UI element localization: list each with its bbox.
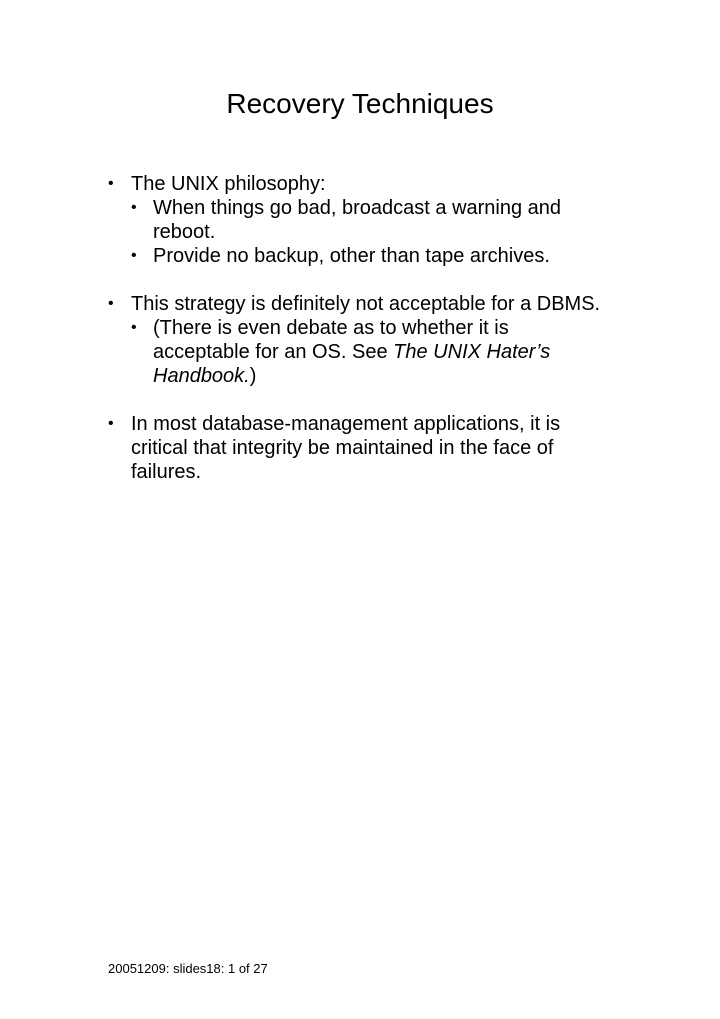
sub-list-item: • Provide no backup, other than tape archives. [131, 244, 608, 268]
bullet-list [108, 172, 608, 508]
bullet-text: This strategy is definitely not acceptable for a DBMS. [131, 293, 601, 315]
sub-list-item: • When things go bad, broadcast a warning and reboot. [131, 196, 608, 244]
sub-bullet-list [131, 196, 608, 268]
slide-footer: 20051209: slides18: 1 of 27 [108, 961, 268, 976]
list-item [108, 172, 608, 268]
sub-text-before: (There is even debate as to whether it is acceptable for an OS. See [153, 317, 509, 363]
bullet-text: In most database-management applications, it is critical that integrity be maintained in the face of failures. [131, 413, 561, 483]
list-item [108, 412, 608, 484]
bullet-text: The UNIX philosophy: [131, 173, 326, 195]
book-title: The UNIX Hater’s Handbook. [153, 341, 551, 387]
sub-list-item [131, 316, 608, 388]
list-item [108, 292, 608, 388]
page-title: Recovery Techniques [226, 88, 494, 119]
sub-text-after: ) [249, 365, 257, 387]
sub-bullet-list [131, 316, 608, 388]
